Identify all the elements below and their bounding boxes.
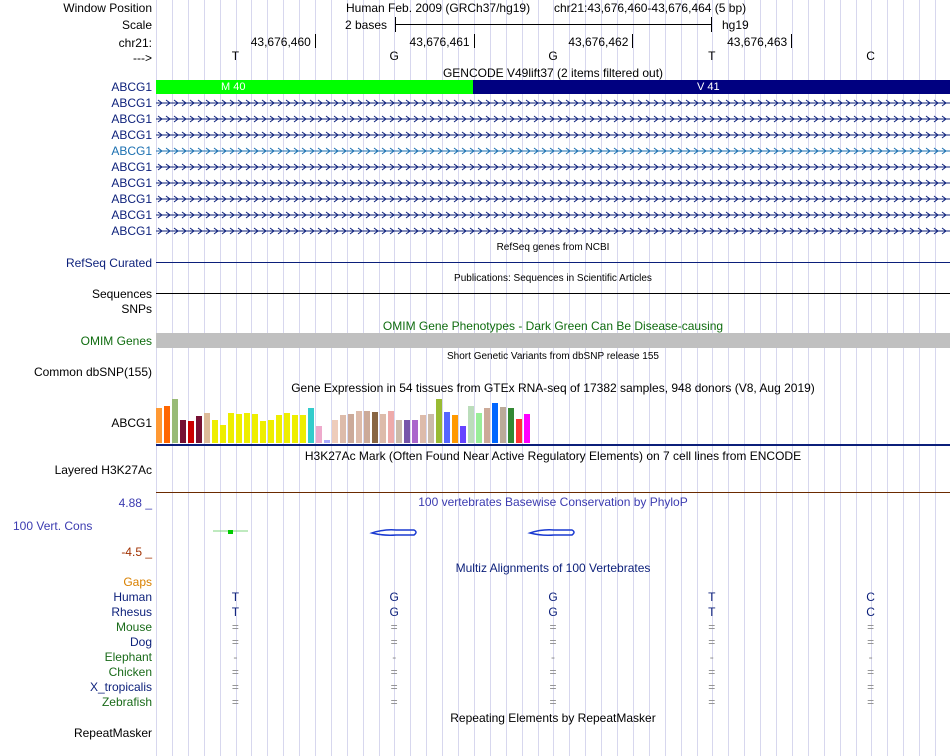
gtex-tissue-bar[interactable]: [196, 416, 202, 443]
gtex-tissue-bar[interactable]: [316, 426, 322, 443]
phylop-min-label: -4.5 _: [121, 545, 152, 559]
gtex-tissue-bar[interactable]: [300, 415, 306, 443]
ruler-tick-label: 43,676,460: [250, 35, 311, 49]
gencode-transcript-label[interactable]: ABCG1: [111, 128, 152, 142]
ruler-tick-mark: [474, 34, 475, 48]
gtex-tissue-bar[interactable]: [204, 413, 210, 443]
ruler-tick-label: 43,676,463: [727, 35, 788, 49]
ruler-base: T: [231, 49, 240, 63]
ruler-tick-label: 43,676,461: [409, 35, 470, 49]
gtex-tissue-bar[interactable]: [388, 411, 394, 443]
publications-track-title[interactable]: Publications: Sequences in Scientific Articles: [454, 273, 652, 284]
gtex-tissue-bar[interactable]: [372, 412, 378, 443]
ruler-base: C: [866, 49, 875, 63]
gtex-label[interactable]: ABCG1: [111, 416, 152, 430]
refseq-track-title[interactable]: RefSeq genes from NCBI: [496, 242, 610, 253]
multiz-base: T: [708, 590, 716, 604]
gtex-tissue-bar[interactable]: [284, 413, 290, 443]
multiz-base: =: [867, 635, 875, 649]
scale-label: Scale: [121, 18, 152, 32]
multiz-base: G: [389, 605, 399, 619]
multiz-base: -: [709, 650, 714, 664]
sequences-label[interactable]: Sequences: [91, 287, 152, 301]
multiz-base: -: [233, 650, 238, 664]
multiz-base: =: [231, 695, 239, 709]
strand-label: --->: [133, 51, 152, 65]
ruler-tick-mark: [632, 34, 633, 48]
gencode-transcript-label[interactable]: ABCG1: [111, 224, 152, 238]
gtex-tissue-bar[interactable]: [276, 415, 282, 443]
gencode-transcript-row[interactable]: [156, 210, 950, 220]
gencode-transcript-row[interactable]: [156, 130, 950, 140]
gencode-transcript-row[interactable]: [156, 98, 950, 108]
gencode-exon-left[interactable]: [156, 80, 473, 94]
gtex-tissue-bar[interactable]: [220, 425, 226, 443]
multiz-base: C: [866, 605, 875, 619]
phylop-track-title[interactable]: 100 vertebrates Basewise Conservation by PhyloP: [418, 495, 688, 509]
ruler-base: G: [548, 49, 558, 63]
multiz-species-label[interactable]: Zebrafish: [101, 695, 152, 709]
multiz-base: =: [867, 680, 875, 694]
transcript-intron-arrows: [156, 178, 950, 188]
multiz-species-label[interactable]: Elephant: [104, 650, 152, 664]
omim-label[interactable]: OMIM Genes: [80, 334, 152, 348]
scale-bar-left-tick: [395, 17, 396, 32]
gtex-tissue-bar[interactable]: [164, 406, 170, 443]
gtex-tissue-bar[interactable]: [524, 414, 530, 443]
multiz-base: =: [867, 665, 875, 679]
transcript-intron-arrows: [156, 210, 950, 220]
multiz-base: =: [390, 695, 398, 709]
gtex-tissue-bar[interactable]: [420, 415, 426, 443]
multiz-species-label[interactable]: Mouse: [115, 620, 152, 634]
multiz-base: =: [549, 680, 557, 694]
gtex-tissue-bar[interactable]: [188, 421, 194, 443]
multiz-base: =: [231, 620, 239, 634]
gencode-exon-left-label: M 40: [221, 81, 246, 93]
multiz-base: C: [866, 590, 875, 604]
multiz-base: -: [868, 650, 873, 664]
gencode-transcript-row[interactable]: [156, 178, 950, 188]
transcript-intron-arrows: [156, 98, 950, 108]
gencode-transcript-label[interactable]: ABCG1: [111, 208, 152, 222]
ruler-tick-mark: [315, 34, 316, 48]
transcript-intron-arrows: [156, 114, 950, 124]
multiz-species-label[interactable]: Human: [113, 590, 152, 604]
multiz-base: G: [389, 590, 399, 604]
gtex-tissue-bar[interactable]: [228, 413, 234, 443]
transcript-intron-arrows: [156, 194, 950, 204]
repeatmasker-track-title[interactable]: Repeating Elements by RepeatMasker: [450, 711, 656, 725]
refseq-label[interactable]: RefSeq Curated: [65, 256, 152, 270]
multiz-base: =: [549, 635, 557, 649]
phylop-max-label: 4.88 _: [118, 496, 152, 510]
gtex-tissue-bar[interactable]: [236, 414, 242, 443]
gtex-tissue-bar[interactable]: [468, 406, 474, 443]
multiz-base: T: [231, 590, 240, 604]
multiz-base: =: [549, 620, 557, 634]
gencode-transcript-row[interactable]: [156, 162, 950, 172]
ruler-base: G: [389, 49, 399, 63]
refseq-track-line[interactable]: [156, 262, 950, 263]
multiz-base: T: [231, 605, 240, 619]
gtex-tissue-bar[interactable]: [444, 412, 450, 443]
gtex-tissue-bar[interactable]: [508, 408, 514, 443]
multiz-base: =: [708, 665, 716, 679]
phylop-label[interactable]: 100 Vert. Cons: [13, 519, 93, 533]
gtex-tissue-bar[interactable]: [180, 420, 186, 443]
gencode-transcript-label[interactable]: ABCG1: [111, 144, 152, 158]
multiz-base: =: [231, 680, 239, 694]
multiz-base: =: [231, 635, 239, 649]
gencode-transcript-label[interactable]: ABCG1: [111, 112, 152, 126]
transcript-intron-arrows: [156, 162, 950, 172]
gtex-tissue-bar[interactable]: [156, 408, 162, 443]
ruler-tick-mark: [791, 34, 792, 48]
gencode-transcript-label[interactable]: ABCG1: [111, 192, 152, 206]
dbsnp-label[interactable]: Common dbSNP(155): [33, 365, 152, 379]
scale-bases: 2 bases: [345, 18, 388, 32]
assembly-name: Human Feb. 2009 (GRCh37/hg19): [346, 1, 531, 15]
scale-bar-right-tick: [711, 17, 712, 32]
multiz-base: =: [708, 680, 716, 694]
transcript-intron-arrows: [156, 146, 950, 156]
window-position-value[interactable]: chr21:43,676,460-43,676,464 (5 bp): [554, 1, 747, 15]
gtex-tissue-bar[interactable]: [212, 420, 218, 443]
gtex-tissue-bar[interactable]: [356, 411, 362, 443]
multiz-base: =: [867, 620, 875, 634]
gtex-tissue-bar[interactable]: [252, 414, 258, 443]
multiz-base: =: [549, 695, 557, 709]
multiz-species-label[interactable]: Dog: [129, 635, 152, 649]
gtex-tissue-bar[interactable]: [396, 420, 402, 443]
h3k27ac-track-title[interactable]: H3K27Ac Mark (Often Found Near Active Regulatory Elements) on 7 cell lines from ENCODE: [304, 449, 802, 463]
multiz-base: T: [708, 605, 716, 619]
window-position-label: Window Position: [63, 1, 152, 15]
multiz-base: -: [551, 650, 555, 664]
gtex-tissue-bar[interactable]: [324, 440, 330, 443]
gtex-tissue-bar[interactable]: [516, 419, 522, 443]
ruler-tick-label: 43,676,462: [568, 35, 629, 49]
gtex-baseline: [156, 444, 950, 446]
gencode-track-title[interactable]: GENCODE V49lift37 (2 items filtered out): [442, 66, 664, 80]
gtex-tissue-bar[interactable]: [260, 421, 266, 443]
scale-bar: [395, 24, 711, 25]
multiz-species-label[interactable]: Rhesus: [111, 605, 152, 619]
omim-gene-bar[interactable]: [156, 333, 950, 348]
gtex-tissue-bar[interactable]: [476, 413, 482, 443]
multiz-base: =: [708, 620, 716, 634]
gtex-tissue-bar[interactable]: [364, 411, 370, 443]
gtex-tissue-bar[interactable]: [292, 415, 298, 443]
gtex-tissue-bar[interactable]: [404, 420, 410, 443]
gencode-transcript-row[interactable]: [156, 146, 950, 156]
multiz-base: =: [390, 680, 398, 694]
gencode-transcript-row[interactable]: [156, 226, 950, 236]
gtex-tissue-bar[interactable]: [172, 399, 178, 443]
gencode-transcript-label[interactable]: ABCG1: [111, 96, 152, 110]
phylop-signal[interactable]: [156, 524, 950, 544]
gencode-transcript-row[interactable]: [156, 194, 950, 204]
gtex-tissue-bar[interactable]: [460, 426, 466, 443]
multiz-base: =: [708, 695, 716, 709]
transcript-intron-arrows: [156, 226, 950, 236]
gtex-tissue-bar[interactable]: [380, 414, 386, 443]
h3k27ac-label[interactable]: Layered H3K27Ac: [54, 463, 152, 477]
multiz-base: G: [548, 590, 558, 604]
ruler-base: T: [708, 49, 716, 63]
publications-track-line[interactable]: [156, 293, 950, 294]
multiz-base: =: [390, 665, 398, 679]
multiz-base: =: [549, 665, 557, 679]
gencode-transcript-label[interactable]: ABCG1: [111, 176, 152, 190]
dbsnp-track-title[interactable]: Short Genetic Variants from dbSNP release 155: [447, 351, 659, 362]
h3k27ac-baseline: [156, 492, 950, 493]
multiz-base: =: [231, 665, 239, 679]
gtex-tissue-bar[interactable]: [492, 403, 498, 443]
multiz-base: =: [390, 635, 398, 649]
gtex-tissue-bar[interactable]: [412, 420, 418, 443]
multiz-base: =: [867, 695, 875, 709]
gtex-tissue-bar[interactable]: [244, 413, 250, 443]
gtex-tissue-bar[interactable]: [428, 414, 434, 443]
multiz-species-label[interactable]: Chicken: [108, 665, 152, 679]
scale-db: hg19: [722, 18, 749, 32]
multiz-base: =: [390, 620, 398, 634]
multiz-base: G: [548, 605, 558, 619]
gtex-tissue-bar[interactable]: [348, 414, 354, 443]
gencode-exon-right-label: V 41: [697, 81, 720, 93]
gtex-tissue-bar[interactable]: [484, 408, 490, 443]
omim-track-title[interactable]: OMIM Gene Phenotypes - Dark Green Can Be Disease-causing: [382, 319, 724, 333]
gtex-tissue-bar[interactable]: [500, 407, 506, 443]
gtex-tissue-bar[interactable]: [268, 420, 274, 443]
gtex-tissue-bar[interactable]: [308, 408, 314, 443]
gencode-transcript-label[interactable]: ABCG1: [111, 80, 152, 94]
gaps-label[interactable]: Gaps: [123, 575, 152, 589]
multiz-track-title[interactable]: Multiz Alignments of 100 Vertebrates: [455, 561, 651, 575]
gtex-track-title[interactable]: Gene Expression in 54 tissues from GTEx RNA-seq of 17382 samples, 948 donors (V8, Aug 2019): [291, 381, 815, 395]
repeatmasker-label[interactable]: RepeatMasker: [73, 726, 152, 740]
gtex-tissue-bar[interactable]: [452, 415, 458, 443]
gencode-transcript-label[interactable]: ABCG1: [111, 160, 152, 174]
gtex-tissue-bar[interactable]: [340, 415, 346, 443]
multiz-base: =: [708, 635, 716, 649]
gtex-tissue-bar[interactable]: [332, 420, 338, 443]
gtex-tissue-bar[interactable]: [436, 399, 442, 443]
multiz-base: -: [392, 650, 397, 664]
chrom-label: chr21:: [118, 36, 152, 50]
multiz-species-label[interactable]: X_tropicalis: [89, 680, 152, 694]
gencode-transcript-row[interactable]: [156, 114, 950, 124]
snps-label[interactable]: SNPs: [121, 302, 152, 316]
transcript-intron-arrows: [156, 130, 950, 140]
